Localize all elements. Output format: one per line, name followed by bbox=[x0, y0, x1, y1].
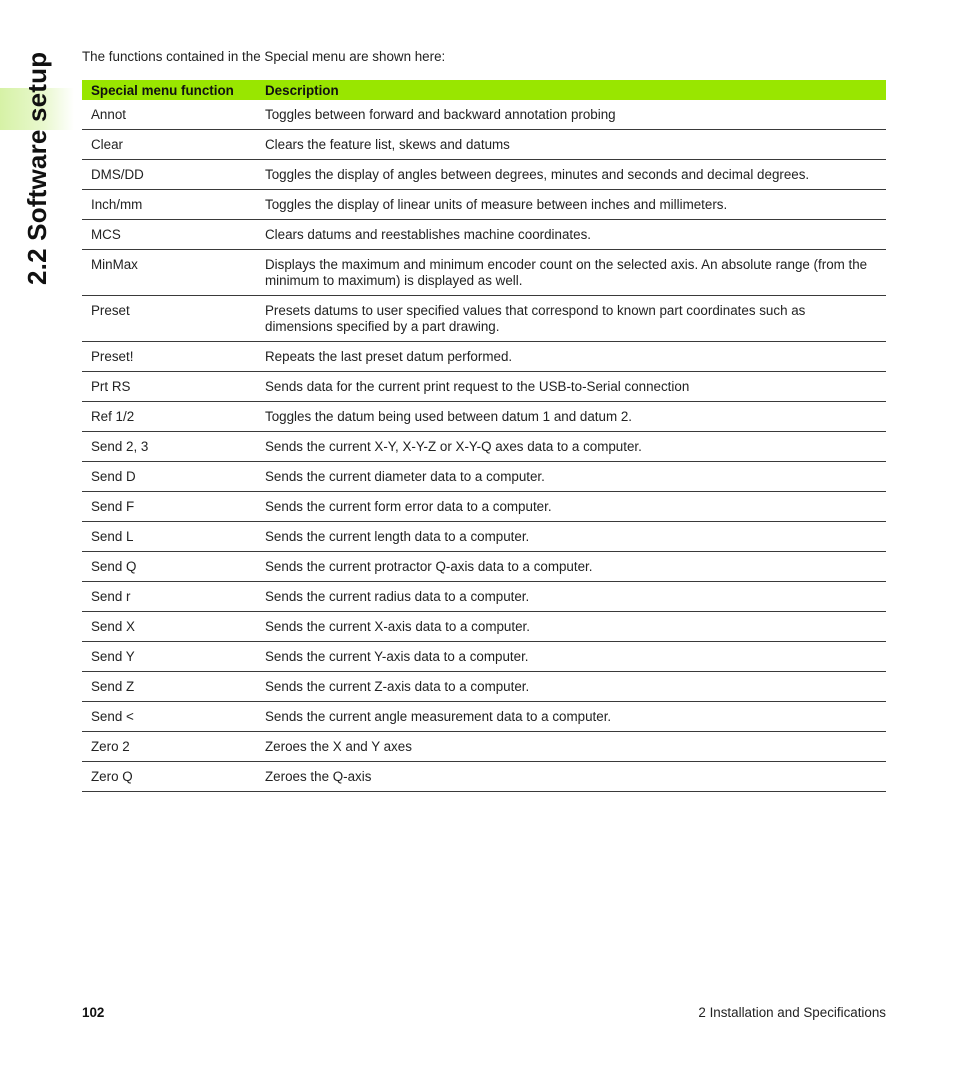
function-cell: Send Y bbox=[82, 642, 256, 672]
table-row bbox=[82, 402, 886, 432]
description-cell: Zeroes the X and Y axes bbox=[256, 732, 886, 762]
description-cell: Sends data for the current print request to the USB-to-Serial connection bbox=[256, 372, 886, 402]
description-cell: Sends the current form error data to a computer. bbox=[256, 492, 886, 522]
function-cell: Send D bbox=[82, 462, 256, 492]
function-cell: Send 2, 3 bbox=[82, 432, 256, 462]
special-menu-table bbox=[82, 80, 886, 792]
page-number: 102 bbox=[82, 1005, 105, 1020]
chapter-footer: 2 Installation and Specifications bbox=[698, 1005, 886, 1020]
table-row bbox=[82, 702, 886, 732]
description-cell: Sends the current angle measurement data to a computer. bbox=[256, 702, 886, 732]
table-row bbox=[82, 250, 886, 296]
table-row bbox=[82, 762, 886, 792]
description-cell: Sends the current diameter data to a computer. bbox=[256, 462, 886, 492]
function-cell: Zero Q bbox=[82, 762, 256, 792]
function-cell: Ref 1/2 bbox=[82, 402, 256, 432]
function-cell: Preset! bbox=[82, 342, 256, 372]
function-cell: Inch/mm bbox=[82, 190, 256, 220]
description-cell: Displays the maximum and minimum encoder count on the selected axis. An absolute range (from the minimum to maximum) is displayed as well. bbox=[256, 250, 886, 296]
function-cell: Send < bbox=[82, 702, 256, 732]
function-cell: Zero 2 bbox=[82, 732, 256, 762]
function-cell: MCS bbox=[82, 220, 256, 250]
table-row bbox=[82, 462, 886, 492]
description-cell: Sends the current Y-axis data to a computer. bbox=[256, 642, 886, 672]
header-function: Special menu function bbox=[82, 80, 256, 100]
description-cell: Clears datums and reestablishes machine coordinates. bbox=[256, 220, 886, 250]
table-row bbox=[82, 732, 886, 762]
function-cell: MinMax bbox=[82, 250, 256, 296]
description-cell: Toggles the display of angles between degrees, minutes and seconds and decimal degrees. bbox=[256, 160, 886, 190]
description-cell: Zeroes the Q-axis bbox=[256, 762, 886, 792]
description-cell: Sends the current protractor Q-axis data to a computer. bbox=[256, 552, 886, 582]
description-cell: Toggles the datum being used between datum 1 and datum 2. bbox=[256, 402, 886, 432]
description-cell: Sends the current length data to a computer. bbox=[256, 522, 886, 552]
function-cell: Prt RS bbox=[82, 372, 256, 402]
description-cell: Toggles between forward and backward annotation probing bbox=[256, 100, 886, 130]
function-cell: Send X bbox=[82, 612, 256, 642]
table-row bbox=[82, 612, 886, 642]
description-cell: Toggles the display of linear units of measure between inches and millimeters. bbox=[256, 190, 886, 220]
intro-text: The functions contained in the Special menu are shown here: bbox=[82, 49, 446, 64]
function-cell: Send Z bbox=[82, 672, 256, 702]
table-row bbox=[82, 582, 886, 612]
table-row bbox=[82, 100, 886, 130]
function-cell: Send Q bbox=[82, 552, 256, 582]
table-row bbox=[82, 190, 886, 220]
table-row bbox=[82, 296, 886, 342]
table-body bbox=[82, 100, 886, 792]
description-cell: Repeats the last preset datum performed. bbox=[256, 342, 886, 372]
table-header-row bbox=[82, 80, 886, 100]
description-cell: Sends the current radius data to a computer. bbox=[256, 582, 886, 612]
function-cell: Send r bbox=[82, 582, 256, 612]
table-row bbox=[82, 130, 886, 160]
description-cell: Presets datums to user specified values that correspond to known part coordinates such as dimensions specified by a part drawing. bbox=[256, 296, 886, 342]
table-row bbox=[82, 342, 886, 372]
description-cell: Clears the feature list, skews and datums bbox=[256, 130, 886, 160]
table-row bbox=[82, 522, 886, 552]
function-cell: Preset bbox=[82, 296, 256, 342]
side-section-title: 2.2 Software setup bbox=[22, 51, 52, 285]
function-cell: Clear bbox=[82, 130, 256, 160]
table-row bbox=[82, 642, 886, 672]
table-row bbox=[82, 220, 886, 250]
description-cell: Sends the current Z-axis data to a computer. bbox=[256, 672, 886, 702]
function-cell: Annot bbox=[82, 100, 256, 130]
function-cell: Send L bbox=[82, 522, 256, 552]
table-row bbox=[82, 672, 886, 702]
table-row bbox=[82, 492, 886, 522]
table-row bbox=[82, 160, 886, 190]
header-description: Description bbox=[256, 80, 886, 100]
description-cell: Sends the current X-Y, X-Y-Z or X-Y-Q axes data to a computer. bbox=[256, 432, 886, 462]
table-row bbox=[82, 372, 886, 402]
table-row bbox=[82, 432, 886, 462]
function-cell: Send F bbox=[82, 492, 256, 522]
description-cell: Sends the current X-axis data to a computer. bbox=[256, 612, 886, 642]
function-cell: DMS/DD bbox=[82, 160, 256, 190]
table-row bbox=[82, 552, 886, 582]
